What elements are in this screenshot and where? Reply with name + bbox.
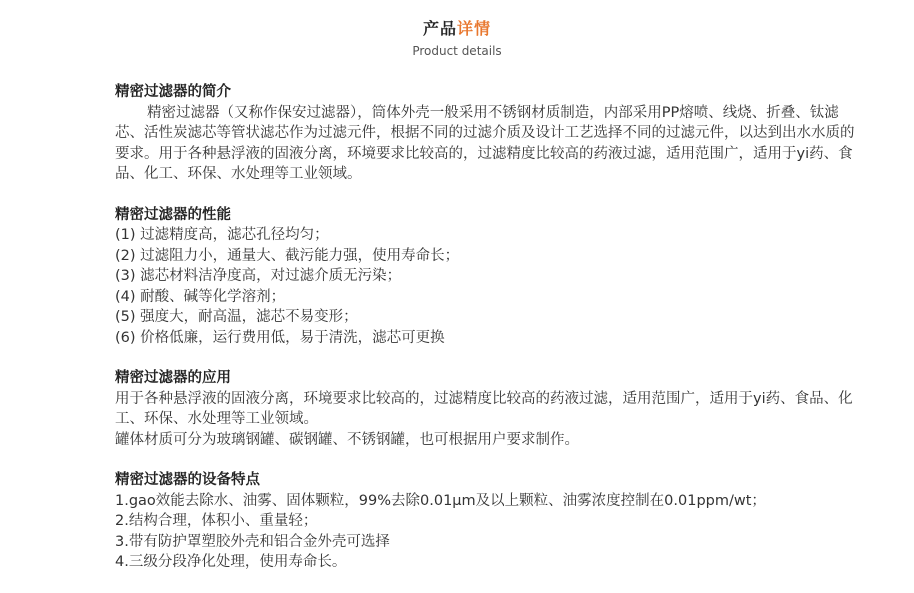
product-description: [115, 82, 863, 593]
application-paragraph: 用于各种悬浮液的固液分离，环境要求比较高的，过滤精度比较高的药液过滤，适用范围广，适用于yi药、食品、化工、环保、水处理等工业领域。: [115, 390, 853, 427]
intro-heading: 精密过滤器的简介: [115, 84, 231, 100]
feature-item: 4.三级分段净化处理，使用寿命长。: [115, 554, 347, 570]
intro-section: [115, 82, 863, 185]
performance-list: [115, 225, 863, 348]
feature-item: 3.带有防护罩塑胶外壳和铝合金外壳可选择: [115, 533, 390, 550]
product-details-header: [0, 18, 914, 59]
performance-item: (6) 价格低廉，运行费用低，易于清洗，滤芯可更换: [115, 329, 445, 346]
intro-paragraph: 精密过滤器（又称作保安过滤器），筒体外壳一般采用不锈钢材质制造，内部采用PP熔喷、线烧、折叠、钛滤芯、活性炭滤芯等管状滤芯作为过滤元件，根据不同的过滤介质及设计工艺选择不同的过滤元件，以达到出水水质的要求。用于各种悬浮液的固液分离，环境要求比较高的，过滤精度比较高的药液过滤，适用范围广，适用于yi药、食品、化工、环保、水处理等工业领域。: [115, 104, 855, 182]
performance-item: (5) 强度大，耐高温，滤芯不易变形；: [115, 309, 358, 325]
title-main-text: 产品: [422, 19, 457, 38]
performance-item: (2) 过滤阻力小，通量大、截污能力强，使用寿命长；: [115, 247, 460, 264]
features-section: [115, 470, 863, 573]
performance-heading: 精密过滤器的性能: [115, 206, 231, 223]
feature-item: 2.结构合理，体积小、重量轻；: [115, 513, 318, 529]
page-subtitle: Product details: [412, 44, 502, 58]
application-heading: 精密过滤器的应用: [115, 370, 231, 386]
performance-item: (1) 过滤精度高，滤芯孔径均匀；: [115, 227, 329, 243]
features-heading: 精密过滤器的设备特点: [115, 472, 260, 488]
title-accent-text: 详情: [457, 19, 492, 38]
features-list: [115, 491, 863, 573]
performance-section: [115, 205, 863, 349]
page-title: [0, 18, 914, 40]
application-section: [115, 368, 863, 450]
performance-item: (3) 滤芯材料洁净度高，对过滤介质无污染；: [115, 268, 402, 284]
application-material-paragraph: 罐体材质可分为玻璃钢罐、碳钢罐、不锈钢罐，也可根据用户要求制作。: [115, 431, 579, 448]
performance-item: (4) 耐酸、碱等化学溶剂；: [115, 288, 286, 305]
feature-item: 1.gao效能去除水、油雾、固体颗粒，99%去除0.01μm及以上颗粒、油雾浓度控制在0.01ppm/wt；: [115, 492, 766, 509]
